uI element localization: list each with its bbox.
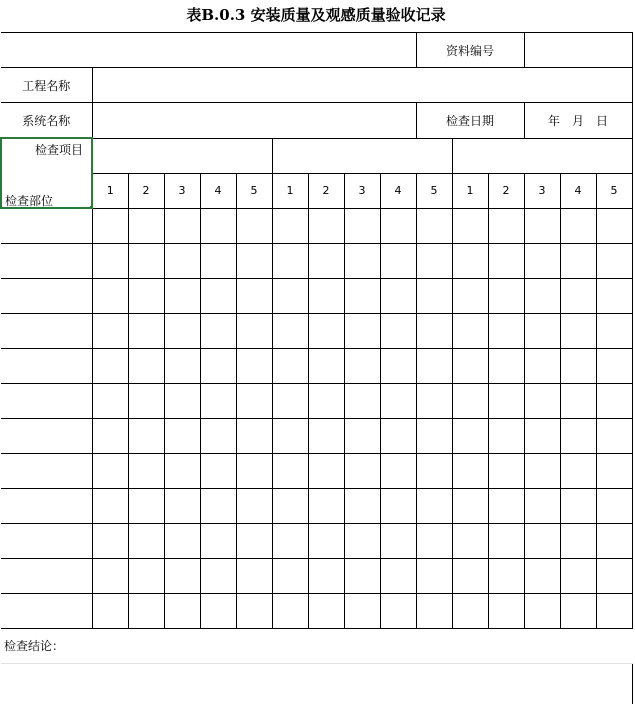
check-cell[interactable] bbox=[344, 244, 380, 279]
check-cell[interactable] bbox=[344, 208, 380, 244]
check-cell[interactable] bbox=[596, 594, 632, 629]
inspect-date-label: 检查日期 bbox=[416, 103, 524, 139]
check-cell[interactable] bbox=[308, 244, 344, 279]
check-cell[interactable] bbox=[380, 559, 416, 594]
check-cell[interactable] bbox=[272, 349, 308, 384]
check-cell[interactable] bbox=[452, 349, 488, 384]
check-cell[interactable] bbox=[416, 454, 452, 489]
check-cell[interactable] bbox=[560, 559, 596, 594]
check-cell[interactable] bbox=[92, 349, 128, 384]
location-cell[interactable] bbox=[1, 384, 92, 419]
check-cell[interactable] bbox=[308, 279, 344, 314]
column-number: 4 bbox=[380, 173, 416, 208]
column-number: 1 bbox=[92, 173, 128, 208]
check-cell[interactable] bbox=[560, 208, 596, 244]
check-cell[interactable] bbox=[164, 279, 200, 314]
column-number: 3 bbox=[164, 173, 200, 208]
check-cell[interactable] bbox=[524, 384, 560, 419]
doc-blank-area bbox=[1, 33, 416, 68]
check-cell[interactable] bbox=[128, 208, 164, 244]
check-cell[interactable] bbox=[92, 454, 128, 489]
check-cell[interactable] bbox=[596, 559, 632, 594]
check-cell[interactable] bbox=[308, 419, 344, 454]
check-cell[interactable] bbox=[272, 594, 308, 629]
check-cell[interactable] bbox=[560, 594, 596, 629]
check-cell[interactable] bbox=[164, 314, 200, 349]
form-title: 表B.0.3 安装质量及观感质量验收记录 bbox=[0, 4, 632, 25]
check-cell[interactable] bbox=[128, 489, 164, 524]
check-cell[interactable] bbox=[272, 419, 308, 454]
column-number: 2 bbox=[488, 173, 524, 208]
check-cell[interactable] bbox=[164, 454, 200, 489]
check-cell[interactable] bbox=[236, 244, 272, 279]
check-cell[interactable] bbox=[236, 559, 272, 594]
check-cell[interactable] bbox=[452, 524, 488, 559]
check-cell[interactable] bbox=[92, 384, 128, 419]
location-label: 检查部位 bbox=[5, 192, 53, 208]
check-cell[interactable] bbox=[524, 419, 560, 454]
check-cell[interactable] bbox=[308, 594, 344, 629]
check-cell[interactable] bbox=[596, 524, 632, 559]
table-row bbox=[1, 349, 632, 384]
check-cell[interactable] bbox=[164, 489, 200, 524]
system-name-label: 系统名称 bbox=[1, 103, 92, 139]
location-cell[interactable] bbox=[1, 244, 92, 279]
check-cell[interactable] bbox=[524, 454, 560, 489]
check-cell[interactable] bbox=[596, 384, 632, 419]
check-cell[interactable] bbox=[92, 279, 128, 314]
check-cell[interactable] bbox=[416, 349, 452, 384]
check-cell[interactable] bbox=[560, 314, 596, 349]
check-cell[interactable] bbox=[452, 594, 488, 629]
check-cell[interactable] bbox=[200, 279, 236, 314]
check-cell[interactable] bbox=[524, 524, 560, 559]
location-cell[interactable] bbox=[1, 314, 92, 349]
location-cell[interactable] bbox=[1, 454, 92, 489]
check-cell[interactable] bbox=[344, 559, 380, 594]
column-number: 4 bbox=[200, 173, 236, 208]
check-cell[interactable] bbox=[272, 489, 308, 524]
check-cell[interactable] bbox=[596, 419, 632, 454]
column-number: 4 bbox=[560, 173, 596, 208]
check-cell[interactable] bbox=[272, 208, 308, 244]
column-number: 1 bbox=[272, 173, 308, 208]
table-row bbox=[1, 489, 632, 524]
check-cell[interactable] bbox=[200, 384, 236, 419]
check-cell[interactable] bbox=[92, 244, 128, 279]
check-cell[interactable] bbox=[560, 384, 596, 419]
check-cell[interactable] bbox=[488, 384, 524, 419]
check-cell[interactable] bbox=[452, 559, 488, 594]
check-cell[interactable] bbox=[200, 208, 236, 244]
column-number: 2 bbox=[308, 173, 344, 208]
location-cell[interactable] bbox=[1, 559, 92, 594]
check-cell[interactable] bbox=[416, 208, 452, 244]
check-cell[interactable] bbox=[560, 244, 596, 279]
item-group-2[interactable] bbox=[272, 138, 452, 173]
check-cell[interactable] bbox=[488, 454, 524, 489]
check-cell[interactable] bbox=[488, 419, 524, 454]
check-cell[interactable] bbox=[200, 524, 236, 559]
check-cell[interactable] bbox=[560, 489, 596, 524]
check-cell[interactable] bbox=[236, 384, 272, 419]
check-cell[interactable] bbox=[524, 594, 560, 629]
check-cell[interactable] bbox=[164, 208, 200, 244]
check-cell[interactable] bbox=[380, 419, 416, 454]
check-cell[interactable] bbox=[200, 559, 236, 594]
item-location-header-cell[interactable] bbox=[1, 138, 92, 208]
check-cell[interactable] bbox=[596, 454, 632, 489]
table-row bbox=[1, 594, 632, 629]
check-cell[interactable] bbox=[128, 419, 164, 454]
column-number: 3 bbox=[344, 173, 380, 208]
location-cell[interactable] bbox=[1, 419, 92, 454]
project-name-value[interactable] bbox=[92, 68, 632, 103]
check-cell[interactable] bbox=[308, 559, 344, 594]
check-cell[interactable] bbox=[488, 559, 524, 594]
check-cell[interactable] bbox=[236, 314, 272, 349]
table-row bbox=[1, 384, 632, 419]
check-cell[interactable] bbox=[200, 489, 236, 524]
check-cell[interactable] bbox=[452, 419, 488, 454]
location-cell[interactable] bbox=[1, 279, 92, 314]
item-group-1[interactable] bbox=[92, 138, 272, 173]
check-cell[interactable] bbox=[488, 279, 524, 314]
system-name-row bbox=[1, 103, 632, 139]
check-cell[interactable] bbox=[452, 279, 488, 314]
check-cell[interactable] bbox=[416, 244, 452, 279]
check-cell[interactable] bbox=[452, 208, 488, 244]
project-name-row bbox=[1, 68, 632, 103]
check-cell[interactable] bbox=[272, 244, 308, 279]
table-row bbox=[1, 244, 632, 279]
location-cell[interactable] bbox=[1, 349, 92, 384]
check-cell[interactable] bbox=[596, 279, 632, 314]
conclusion-area-row bbox=[1, 664, 632, 704]
check-cell[interactable] bbox=[92, 419, 128, 454]
column-number: 5 bbox=[416, 173, 452, 208]
check-cell[interactable] bbox=[416, 314, 452, 349]
check-cell[interactable] bbox=[164, 349, 200, 384]
check-cell[interactable] bbox=[380, 208, 416, 244]
item-header-row bbox=[1, 138, 632, 173]
check-cell[interactable] bbox=[596, 489, 632, 524]
check-cell[interactable] bbox=[416, 559, 452, 594]
check-cell[interactable] bbox=[524, 279, 560, 314]
conclusion-area[interactable] bbox=[1, 664, 632, 704]
check-cell[interactable] bbox=[164, 524, 200, 559]
check-cell[interactable] bbox=[128, 454, 164, 489]
check-cell[interactable] bbox=[524, 244, 560, 279]
location-cell[interactable] bbox=[1, 208, 92, 244]
check-cell[interactable] bbox=[236, 489, 272, 524]
check-cell[interactable] bbox=[236, 208, 272, 244]
check-cell[interactable] bbox=[200, 594, 236, 629]
check-cell[interactable] bbox=[92, 559, 128, 594]
inspection-form-table bbox=[0, 32, 633, 704]
check-cell[interactable] bbox=[344, 419, 380, 454]
doc-no-value[interactable] bbox=[524, 33, 632, 68]
check-cell[interactable] bbox=[308, 524, 344, 559]
check-cell[interactable] bbox=[380, 279, 416, 314]
check-cell[interactable] bbox=[380, 489, 416, 524]
check-cell[interactable] bbox=[308, 314, 344, 349]
column-number: 3 bbox=[524, 173, 560, 208]
check-cell[interactable] bbox=[452, 314, 488, 349]
check-cell[interactable] bbox=[164, 384, 200, 419]
check-cell[interactable] bbox=[380, 349, 416, 384]
check-cell[interactable] bbox=[200, 244, 236, 279]
table-row bbox=[1, 208, 632, 244]
check-cell[interactable] bbox=[380, 594, 416, 629]
check-cell[interactable] bbox=[380, 454, 416, 489]
check-cell[interactable] bbox=[416, 384, 452, 419]
check-cell[interactable] bbox=[272, 279, 308, 314]
check-cell[interactable] bbox=[236, 524, 272, 559]
check-cell[interactable] bbox=[380, 524, 416, 559]
check-cell[interactable] bbox=[92, 524, 128, 559]
conclusion-label[interactable]: 检查结论： bbox=[1, 629, 632, 664]
check-cell[interactable] bbox=[164, 594, 200, 629]
item-group-3[interactable] bbox=[452, 138, 632, 173]
check-cell[interactable] bbox=[596, 314, 632, 349]
check-cell[interactable] bbox=[344, 349, 380, 384]
check-cell[interactable] bbox=[92, 314, 128, 349]
check-cell[interactable] bbox=[308, 454, 344, 489]
check-cell[interactable] bbox=[164, 244, 200, 279]
check-cell[interactable] bbox=[416, 594, 452, 629]
check-cell[interactable] bbox=[92, 208, 128, 244]
inspect-date-value[interactable]: 年 月 日 bbox=[524, 103, 632, 139]
check-cell[interactable] bbox=[380, 314, 416, 349]
check-cell[interactable] bbox=[488, 489, 524, 524]
check-cell[interactable] bbox=[524, 349, 560, 384]
check-cell[interactable] bbox=[560, 349, 596, 384]
check-cell[interactable] bbox=[200, 349, 236, 384]
table-row bbox=[1, 524, 632, 559]
check-cell[interactable] bbox=[488, 314, 524, 349]
system-name-value[interactable] bbox=[92, 103, 416, 139]
check-cell[interactable] bbox=[272, 454, 308, 489]
check-cell[interactable] bbox=[128, 384, 164, 419]
check-cell[interactable] bbox=[344, 279, 380, 314]
check-cell[interactable] bbox=[452, 489, 488, 524]
check-cell[interactable] bbox=[488, 524, 524, 559]
check-cell[interactable] bbox=[128, 524, 164, 559]
check-cell[interactable] bbox=[128, 559, 164, 594]
table-row bbox=[1, 314, 632, 349]
location-cell[interactable] bbox=[1, 594, 92, 629]
doc-number-row bbox=[1, 33, 632, 68]
check-cell[interactable] bbox=[200, 314, 236, 349]
check-cell[interactable] bbox=[524, 314, 560, 349]
check-cell[interactable] bbox=[236, 454, 272, 489]
check-cell[interactable] bbox=[344, 594, 380, 629]
conclusion-row bbox=[1, 629, 632, 664]
check-cell[interactable] bbox=[560, 419, 596, 454]
column-number: 5 bbox=[596, 173, 632, 208]
check-cell[interactable] bbox=[272, 559, 308, 594]
project-name-label: 工程名称 bbox=[1, 68, 92, 103]
check-cell[interactable] bbox=[488, 208, 524, 244]
location-cell[interactable] bbox=[1, 489, 92, 524]
check-cell[interactable] bbox=[524, 559, 560, 594]
check-cell[interactable] bbox=[416, 279, 452, 314]
check-cell[interactable] bbox=[416, 524, 452, 559]
check-cell[interactable] bbox=[128, 314, 164, 349]
check-cell[interactable] bbox=[128, 244, 164, 279]
table-row bbox=[1, 279, 632, 314]
check-cell[interactable] bbox=[308, 384, 344, 419]
check-cell[interactable] bbox=[416, 419, 452, 454]
check-cell[interactable] bbox=[200, 454, 236, 489]
check-cell[interactable] bbox=[452, 454, 488, 489]
column-number: 5 bbox=[236, 173, 272, 208]
check-cell[interactable] bbox=[128, 349, 164, 384]
inspection-rows bbox=[1, 208, 632, 629]
check-cell[interactable] bbox=[452, 244, 488, 279]
check-cell[interactable] bbox=[236, 594, 272, 629]
check-cell[interactable] bbox=[236, 419, 272, 454]
check-cell[interactable] bbox=[344, 524, 380, 559]
column-number: 1 bbox=[452, 173, 488, 208]
check-cell[interactable] bbox=[380, 384, 416, 419]
check-cell[interactable] bbox=[92, 594, 128, 629]
check-cell[interactable] bbox=[488, 349, 524, 384]
check-cell[interactable] bbox=[596, 208, 632, 244]
check-cell[interactable] bbox=[524, 208, 560, 244]
column-number: 2 bbox=[128, 173, 164, 208]
table-row bbox=[1, 454, 632, 489]
selection-handle[interactable] bbox=[90, 206, 92, 208]
column-number-row bbox=[1, 173, 632, 208]
check-cell[interactable] bbox=[344, 384, 380, 419]
check-cell[interactable] bbox=[560, 454, 596, 489]
check-cell[interactable] bbox=[524, 489, 560, 524]
check-cell[interactable] bbox=[308, 349, 344, 384]
check-cell[interactable] bbox=[236, 349, 272, 384]
check-cell[interactable] bbox=[596, 244, 632, 279]
check-cell[interactable] bbox=[344, 454, 380, 489]
check-cell[interactable] bbox=[272, 314, 308, 349]
check-cell[interactable] bbox=[344, 314, 380, 349]
check-cell[interactable] bbox=[488, 244, 524, 279]
doc-no-label: 资料编号 bbox=[416, 33, 524, 68]
check-cell[interactable] bbox=[596, 349, 632, 384]
check-cell[interactable] bbox=[164, 559, 200, 594]
check-cell[interactable] bbox=[308, 208, 344, 244]
check-cell[interactable] bbox=[560, 524, 596, 559]
table-row bbox=[1, 419, 632, 454]
item-label: 检查项目 bbox=[35, 141, 83, 158]
check-cell[interactable] bbox=[560, 279, 596, 314]
check-cell[interactable] bbox=[416, 489, 452, 524]
check-cell[interactable] bbox=[344, 489, 380, 524]
table-row bbox=[1, 559, 632, 594]
check-cell[interactable] bbox=[272, 524, 308, 559]
check-cell[interactable] bbox=[92, 489, 128, 524]
check-cell[interactable] bbox=[128, 594, 164, 629]
check-cell[interactable] bbox=[128, 279, 164, 314]
check-cell[interactable] bbox=[236, 279, 272, 314]
check-cell[interactable] bbox=[164, 419, 200, 454]
check-cell[interactable] bbox=[308, 489, 344, 524]
location-cell[interactable] bbox=[1, 524, 92, 559]
check-cell[interactable] bbox=[272, 384, 308, 419]
check-cell[interactable] bbox=[488, 594, 524, 629]
check-cell[interactable] bbox=[200, 419, 236, 454]
check-cell[interactable] bbox=[452, 384, 488, 419]
check-cell[interactable] bbox=[380, 244, 416, 279]
